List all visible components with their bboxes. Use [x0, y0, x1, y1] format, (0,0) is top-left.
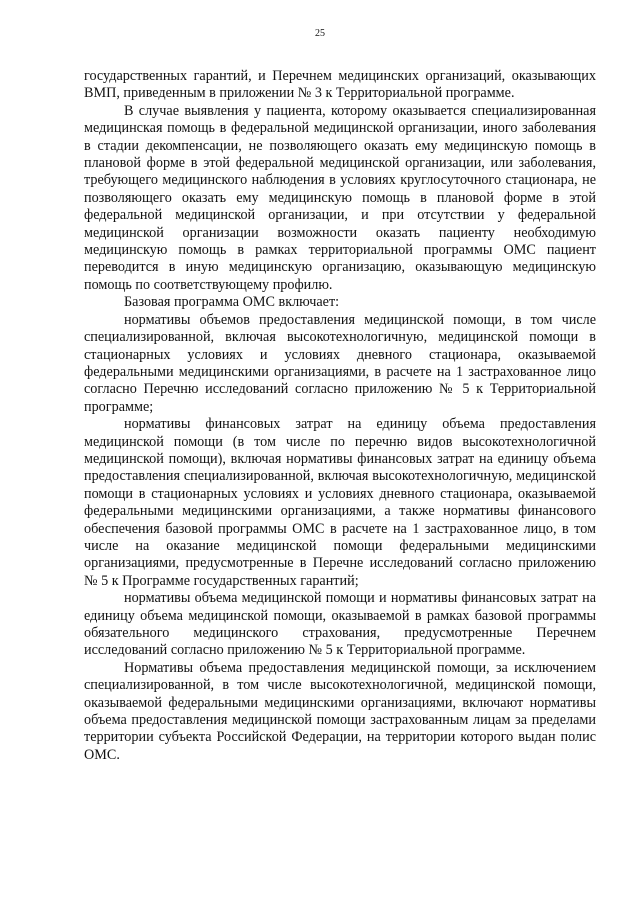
paragraph-1: государственных гарантий, и Перечнем медицинских организаций, оказывающих ВМП, приведенным в приложении № 3 к Территориальной программе.	[84, 68, 596, 102]
paragraph-2: В случае выявления у пациента, которому оказывается специализированная медицинская помощь в федеральной медицинской организации, иного заболевания в стадии декомпенсации, не позволяющего оказать ему медицинскую помощь в плановой форме в этой федеральной медицинской организации, или заболевания, требующего медицинского наблюдения в условиях круглосуточного стационара, не позволяющего оказать ему медицинскую помощь в плановой форме в этой федеральной медицинской организации, и при отсутствии у федеральной медицинской организации возможности оказать пациенту необходимую медицинскую помощь в рамках территориальной программы ОМС пациент переводится в иную медицинскую организацию, оказывающую медицинскую помощь по соответствующему профилю.	[84, 102, 596, 293]
paragraph-3: Базовая программа ОМС включает:	[124, 294, 340, 311]
paragraph-7: Нормативы объема предоставления медицинской помощи, за исключением специализированной, в том числе высокотехнологичной, медицинской помощи, оказываемой федеральными медицинскими организациями, включают нормативы объема предоставления медицинской помощи застрахованным лицам за пределами территории субъекта Российской Федерации, на территории которого выдан полис ОМС.	[84, 659, 596, 763]
page-number: 25	[315, 28, 325, 39]
paragraph-5: нормативы финансовых затрат на единицу объема предоставления медицинской помощи (в том числе по перечню видов высокотехнологичной медицинской помощи), включая нормативы финансовых затрат на единицу объема предоставления специализированной, включая высокотехнологичную, медицинской помощи в стационарных условиях и условиях дневного стационара, оказываемой федеральными медицинскими организациями, а также нормативы финансового обеспечения базовой программы ОМС в расчете на 1 застрахованное лицо, в том числе на оказание медицинской помощи федеральными медицинскими организациями, предусмотренные в Перечне исследований согласно приложению № 5 к Программе государственных гарантий;	[84, 416, 596, 589]
paragraph-6: нормативы объема медицинской помощи и нормативы финансовых затрат на единицу объема медицинской помощи, оказываемой в рамках базовой программы обязательного медицинского страхования, предусмотренные Перечнем исследований согласно приложению № 5 к Территориальной программе.	[84, 590, 596, 659]
document-body	[84, 68, 596, 764]
paragraph-4: нормативы объемов предоставления медицинской помощи, в том числе специализированной, включая высокотехнологичную, медицинской помощи в стационарных условиях и условиях дневного стационара, оказываемой федеральными медицинскими организациями, в расчете на 1 застрахованное лицо согласно Перечню исследований согласно приложению № 5 к Территориальной программе;	[84, 311, 596, 415]
